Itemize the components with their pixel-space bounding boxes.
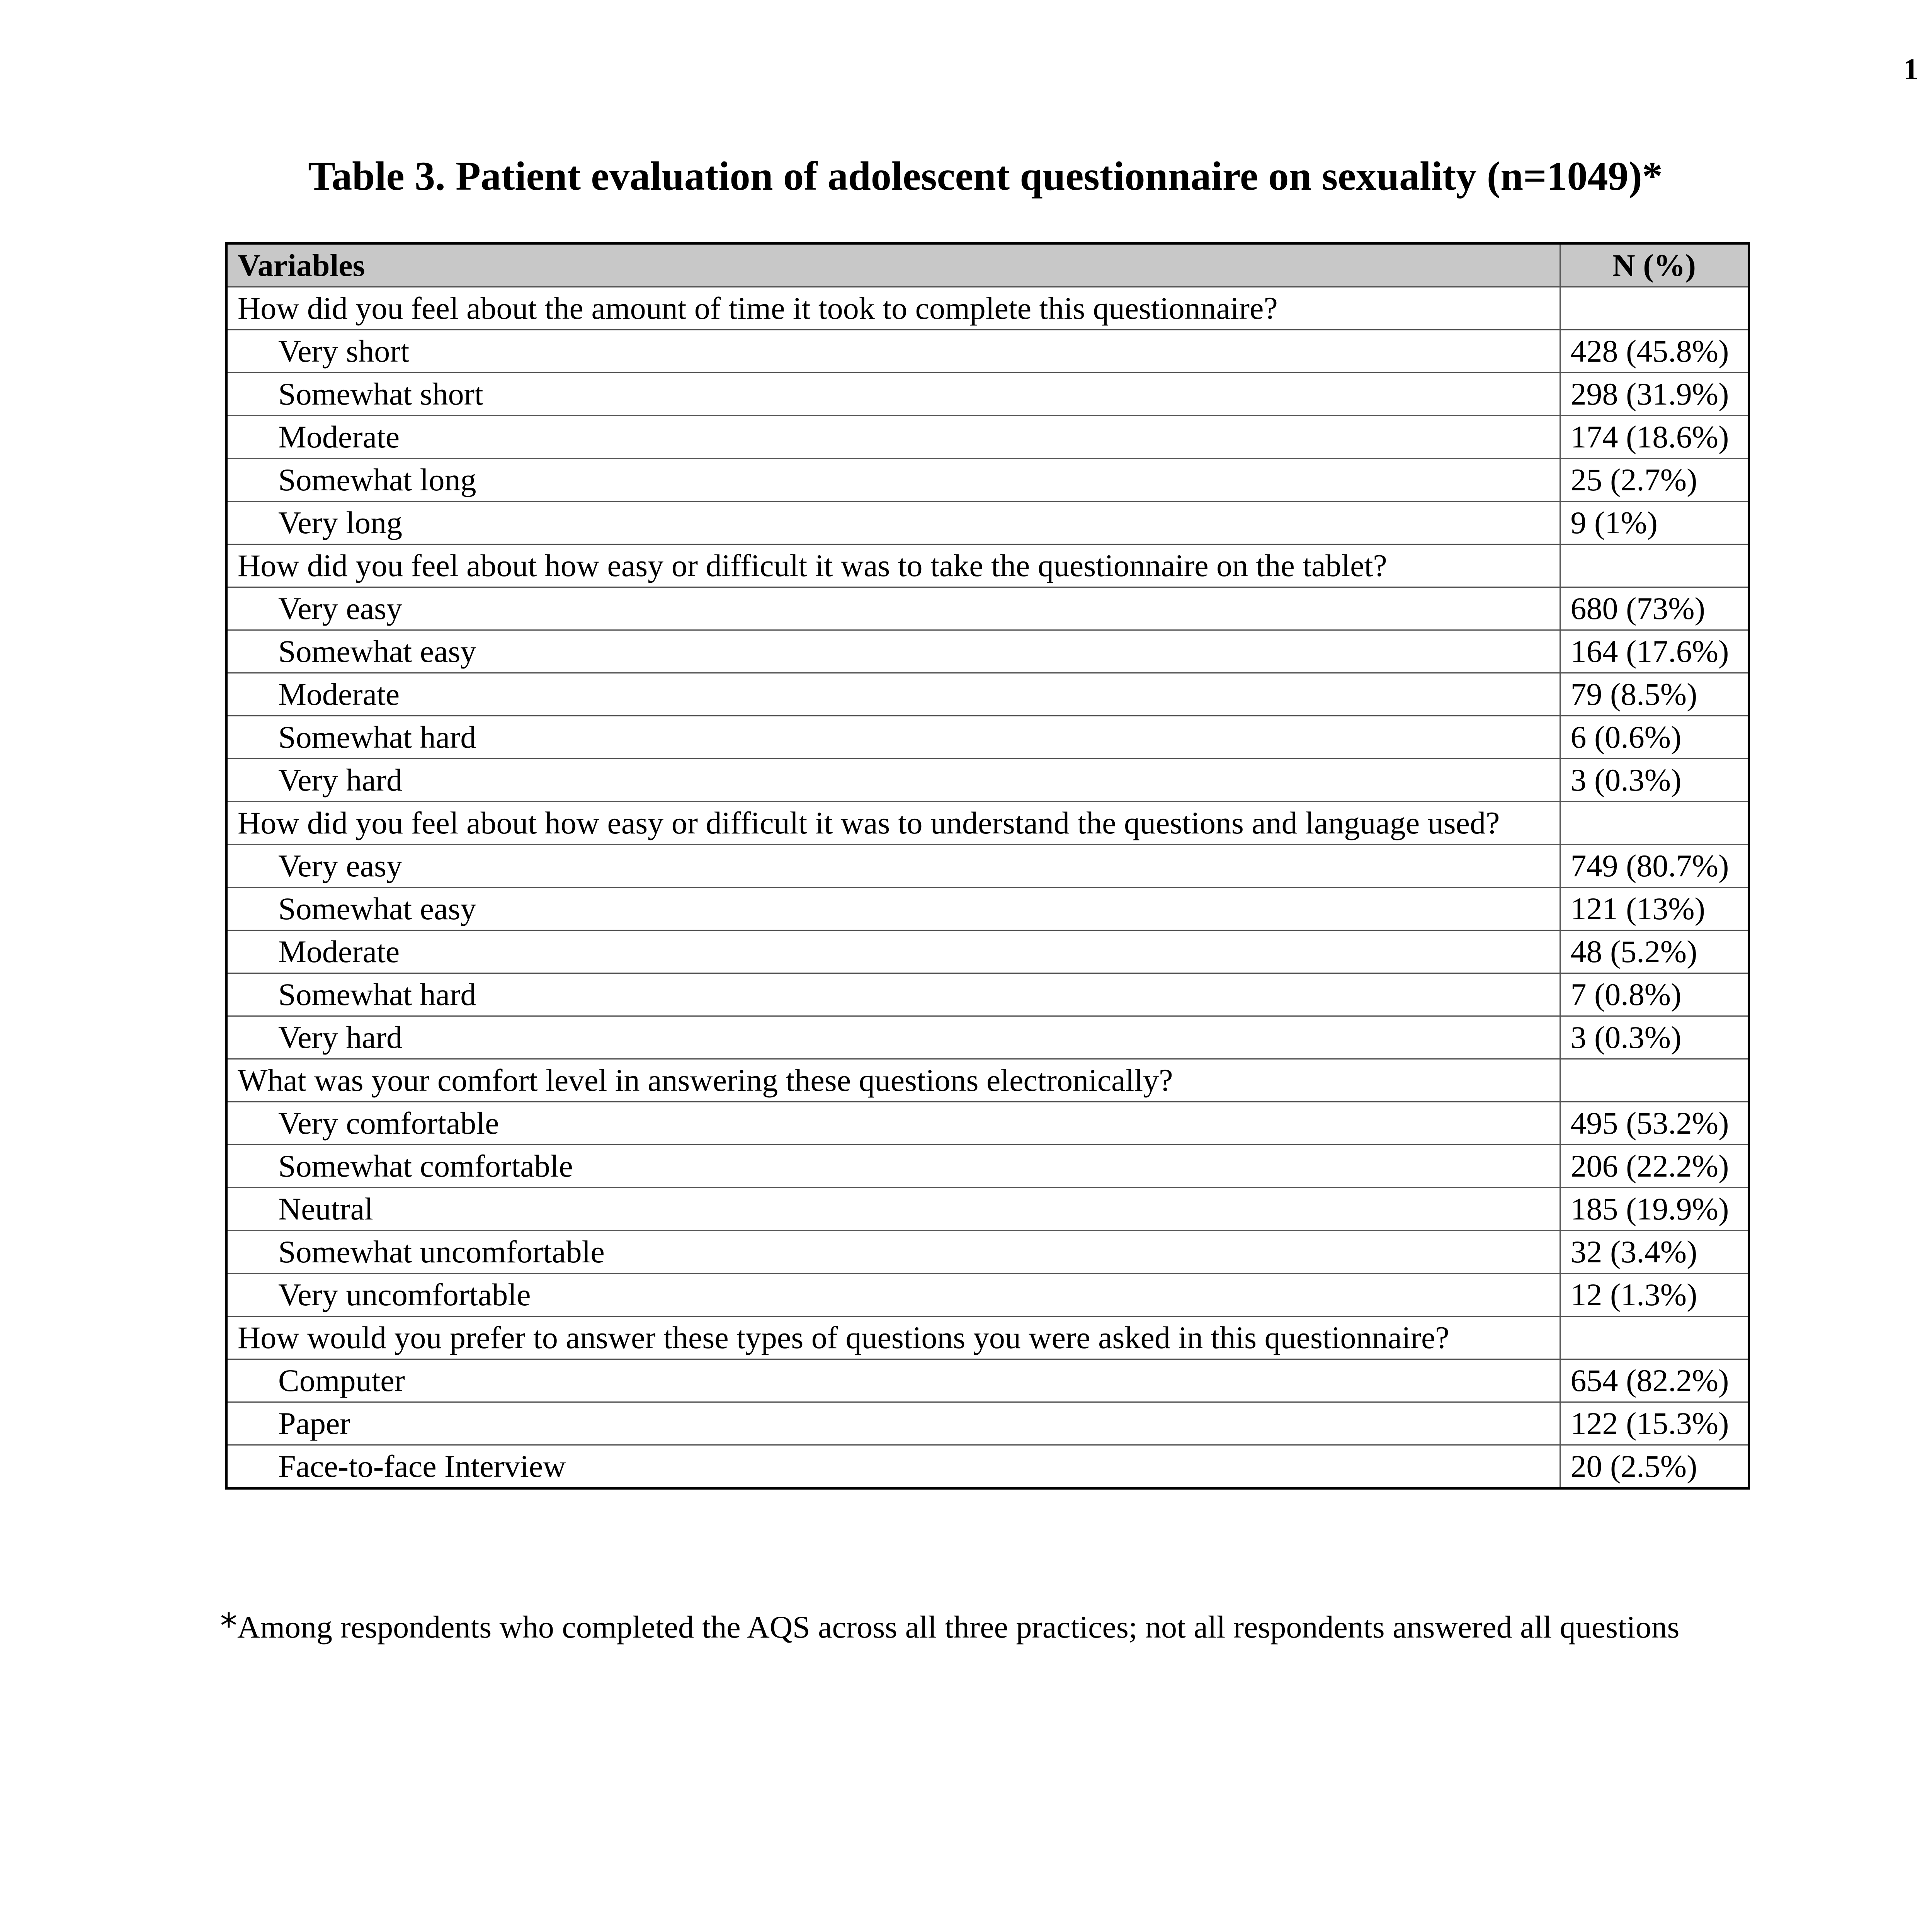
question-label: How would you prefer to answer these types of questions you were asked in this questionnaire?	[226, 1316, 1560, 1359]
question-value-cell	[1560, 544, 1749, 587]
question-value-cell	[1560, 802, 1749, 845]
table-header-row	[226, 243, 1749, 287]
question-row	[226, 1059, 1749, 1102]
response-label: Somewhat long	[226, 459, 1560, 502]
response-count: 3 (0.3%)	[1560, 1016, 1749, 1059]
table-row	[226, 1231, 1749, 1274]
footnote-text: Among respondents who completed the AQS across all three practices; not all respondents answered all questions	[237, 1609, 1680, 1645]
response-label: Somewhat hard	[226, 716, 1560, 759]
response-label: Moderate	[226, 416, 1560, 459]
question-row	[226, 1316, 1749, 1359]
table-row	[226, 1145, 1749, 1188]
response-count: 25 (2.7%)	[1560, 459, 1749, 502]
table-row	[226, 888, 1749, 930]
response-label: Very easy	[226, 845, 1560, 888]
response-count: 7 (0.8%)	[1560, 973, 1749, 1016]
response-label: Moderate	[226, 673, 1560, 716]
table-row	[226, 330, 1749, 373]
response-count: 79 (8.5%)	[1560, 673, 1749, 716]
response-count: 48 (5.2%)	[1560, 930, 1749, 973]
response-label: Very short	[226, 330, 1560, 373]
response-count: 428 (45.8%)	[1560, 330, 1749, 373]
response-label: Very easy	[226, 587, 1560, 630]
response-count: 6 (0.6%)	[1560, 716, 1749, 759]
table-title: Table 3. Patient evaluation of adolescent questionnaire on sexuality (n=1049)*	[308, 153, 1663, 199]
response-count: 122 (15.3%)	[1560, 1402, 1749, 1445]
response-count: 749 (80.7%)	[1560, 845, 1749, 888]
question-label: How did you feel about how easy or difficult it was to understand the questions and language used?	[226, 802, 1560, 845]
table-row	[226, 1102, 1749, 1145]
table-body	[226, 287, 1749, 1489]
table-row	[226, 630, 1749, 673]
variables-column-header: Variables	[226, 243, 1560, 287]
table-row	[226, 1188, 1749, 1231]
response-label: Paper	[226, 1402, 1560, 1445]
response-label: Very hard	[226, 759, 1560, 802]
table-row	[226, 416, 1749, 459]
table-row	[226, 1016, 1749, 1059]
response-label: Somewhat easy	[226, 888, 1560, 930]
question-label: How did you feel about how easy or difficult it was to take the questionnaire on the tablet?	[226, 544, 1560, 587]
response-label: Moderate	[226, 930, 1560, 973]
table-row	[226, 1274, 1749, 1316]
table-row	[226, 673, 1749, 716]
table-row	[226, 459, 1749, 502]
table-row	[226, 845, 1749, 888]
response-label: Neutral	[226, 1188, 1560, 1231]
response-label: Very uncomfortable	[226, 1274, 1560, 1316]
response-count: 298 (31.9%)	[1560, 373, 1749, 416]
response-count: 121 (13%)	[1560, 888, 1749, 930]
evaluation-table	[225, 242, 1750, 1490]
response-label: Somewhat comfortable	[226, 1145, 1560, 1188]
table-row	[226, 1359, 1749, 1402]
table-row	[226, 502, 1749, 544]
response-count: 20 (2.5%)	[1560, 1445, 1749, 1489]
n-percent-column-header: N (%)	[1560, 243, 1749, 287]
table-row	[226, 973, 1749, 1016]
question-value-cell	[1560, 287, 1749, 330]
question-row	[226, 287, 1749, 330]
table-row	[226, 930, 1749, 973]
table-row	[226, 587, 1749, 630]
response-count: 32 (3.4%)	[1560, 1231, 1749, 1274]
response-label: Face-to-face Interview	[226, 1445, 1560, 1489]
response-label: Computer	[226, 1359, 1560, 1402]
response-count: 174 (18.6%)	[1560, 416, 1749, 459]
response-count: 9 (1%)	[1560, 502, 1749, 544]
question-value-cell	[1560, 1316, 1749, 1359]
response-label: Somewhat easy	[226, 630, 1560, 673]
table-row	[226, 1402, 1749, 1445]
table-row	[226, 759, 1749, 802]
page-number: 1	[1903, 52, 1918, 86]
response-label: Very hard	[226, 1016, 1560, 1059]
table-row	[226, 1445, 1749, 1489]
footnote-marker: *	[220, 1606, 237, 1646]
response-label: Somewhat short	[226, 373, 1560, 416]
response-count: 164 (17.6%)	[1560, 630, 1749, 673]
response-label: Somewhat hard	[226, 973, 1560, 1016]
question-label: What was your comfort level in answering these questions electronically?	[226, 1059, 1560, 1102]
response-label: Somewhat uncomfortable	[226, 1231, 1560, 1274]
question-row	[226, 802, 1749, 845]
response-label: Very comfortable	[226, 1102, 1560, 1145]
response-count: 185 (19.9%)	[1560, 1188, 1749, 1231]
question-row	[226, 544, 1749, 587]
response-count: 495 (53.2%)	[1560, 1102, 1749, 1145]
table-row	[226, 373, 1749, 416]
question-value-cell	[1560, 1059, 1749, 1102]
table-footnote	[220, 1607, 1679, 1645]
response-count: 206 (22.2%)	[1560, 1145, 1749, 1188]
response-count: 654 (82.2%)	[1560, 1359, 1749, 1402]
response-count: 3 (0.3%)	[1560, 759, 1749, 802]
question-label: How did you feel about the amount of time it took to complete this questionnaire?	[226, 287, 1560, 330]
response-label: Very long	[226, 502, 1560, 544]
response-count: 680 (73%)	[1560, 587, 1749, 630]
response-count: 12 (1.3%)	[1560, 1274, 1749, 1316]
table-row	[226, 716, 1749, 759]
